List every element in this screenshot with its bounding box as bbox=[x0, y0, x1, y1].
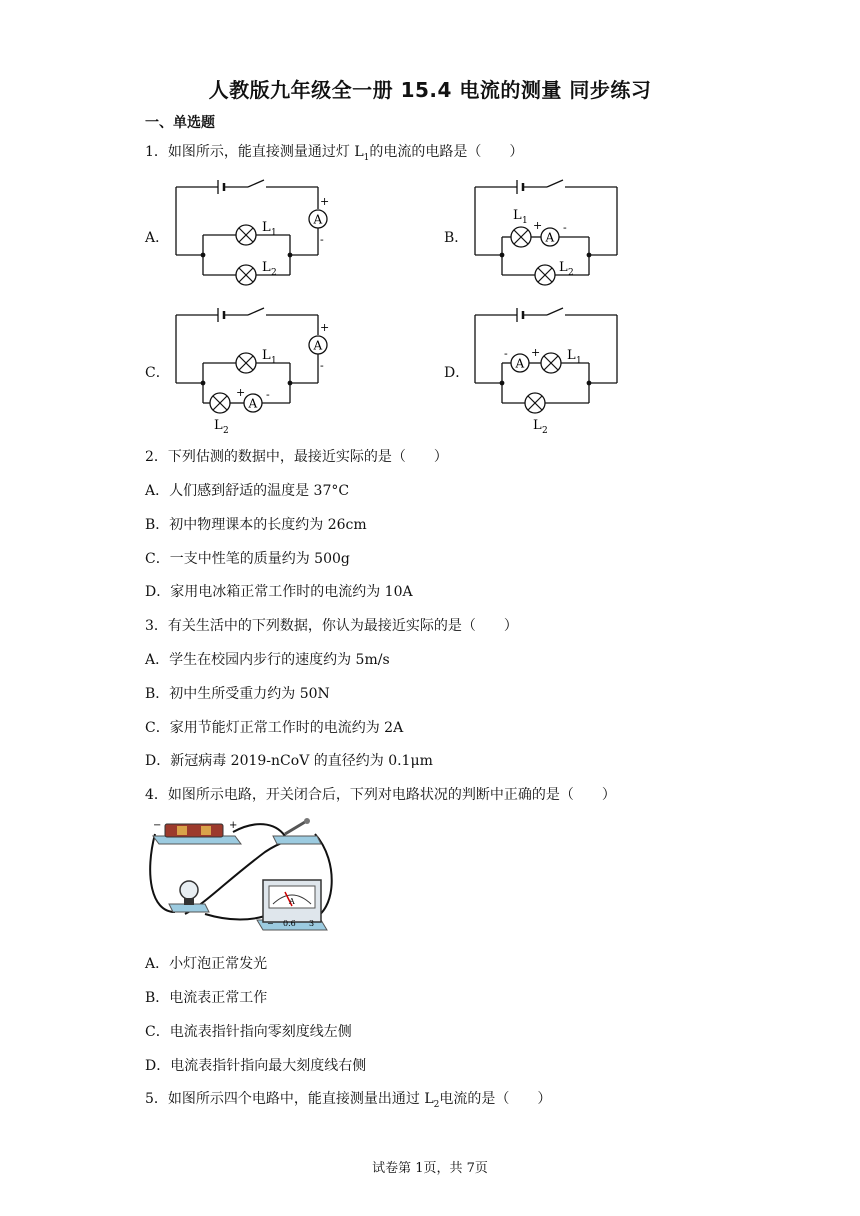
question-5-text-b: 电流的是（ ） bbox=[439, 1091, 552, 1107]
q3-option-d: D．新冠病毒 2019-nCoV 的直径约为 0.1μm bbox=[145, 753, 433, 769]
lamp-label: L bbox=[262, 220, 271, 235]
lamp-label: L bbox=[262, 260, 271, 275]
q1-option-c-label: C． bbox=[145, 365, 170, 381]
page-footer: 试卷第 1页，共 7页 bbox=[372, 1161, 488, 1176]
ammeter-minus-label: - bbox=[266, 388, 270, 401]
ammeter-terminal-3: 3 bbox=[309, 919, 315, 928]
lamp-label: L bbox=[567, 348, 576, 363]
ammeter-minus-label: - bbox=[320, 233, 324, 246]
ammeter-minus-label: - bbox=[320, 359, 324, 372]
physical-circuit-figure bbox=[145, 812, 345, 940]
switch-lever bbox=[248, 180, 264, 187]
ammeter-terminal-06: 0.6 bbox=[283, 919, 296, 928]
switch-lever bbox=[547, 180, 563, 187]
q2-option-a: A．人们感到舒适的温度是 37°C bbox=[145, 483, 350, 499]
lamp-label: L bbox=[262, 348, 271, 363]
ammeter-face-label: A bbox=[289, 897, 295, 906]
lamp-label-subscript: 1 bbox=[271, 228, 277, 238]
ammeter-plus-label: + bbox=[320, 321, 330, 334]
q4-option-a: A．小灯泡正常发光 bbox=[145, 956, 268, 972]
q1-option-b-label: B． bbox=[444, 230, 469, 246]
ammeter-plus-label: + bbox=[531, 346, 541, 359]
page-title: 人教版九年级全一册 15.4 电流的测量 同步练习 bbox=[208, 78, 652, 102]
q2-option-b: B．初中物理课本的长度约为 26cm bbox=[145, 517, 367, 533]
question-5-subscript: 2 bbox=[433, 1099, 440, 1110]
q1-option-a-label: A． bbox=[145, 230, 170, 246]
ammeter-plus-label: + bbox=[236, 386, 246, 399]
ammeter-label: A bbox=[313, 212, 323, 227]
question-5-text-a: 5．如图所示四个电路中，能直接测量出通过 L bbox=[145, 1091, 434, 1107]
question-2-stem: 2．下列估测的数据中，最接近实际的是（ ） bbox=[145, 449, 448, 465]
lamp-label-subscript: 2 bbox=[568, 268, 574, 278]
q2-option-d: D．家用电冰箱正常工作时的电流约为 10A bbox=[145, 584, 413, 600]
lamp-label-subscript: 2 bbox=[271, 268, 277, 278]
circuit-diagram-b bbox=[467, 175, 637, 295]
q3-option-b: B．初中生所受重力约为 50N bbox=[145, 686, 330, 702]
circuit-diagram-d bbox=[467, 303, 637, 438]
ammeter-label: A bbox=[545, 230, 555, 245]
lamp-label-subscript: 2 bbox=[223, 426, 229, 436]
ammeter-minus-label: - bbox=[563, 221, 567, 234]
q2-option-c: C．一支中性笔的质量约为 500g bbox=[145, 551, 350, 567]
ammeter-label: A bbox=[515, 356, 525, 371]
switch-lever bbox=[547, 308, 563, 315]
question-5-stem bbox=[145, 1088, 551, 1110]
circuit-diagram-a bbox=[168, 175, 338, 295]
q1-option-d-label: D． bbox=[444, 365, 470, 381]
ammeter-label: A bbox=[313, 338, 323, 353]
question-4-stem: 4．如图所示电路，开关闭合后，下列对电路状况的判断中正确的是（ ） bbox=[145, 787, 616, 803]
lamp-label-subscript: 1 bbox=[522, 216, 528, 226]
question-1-subscript: 1 bbox=[363, 152, 370, 163]
q4-option-c: C．电流表指针指向零刻度线左侧 bbox=[145, 1024, 352, 1040]
question-1-text-a: 1．如图所示，能直接测量通过灯 L bbox=[145, 144, 364, 160]
question-1-stem bbox=[145, 141, 523, 163]
q4-option-d: D．电流表指针指向最大刻度线右侧 bbox=[145, 1058, 367, 1074]
lamp-label: L bbox=[214, 418, 223, 433]
ammeter-label: A bbox=[248, 396, 258, 411]
lamp-label-subscript: 2 bbox=[542, 426, 548, 436]
q3-option-c: C．家用节能灯正常工作时的电流约为 2A bbox=[145, 720, 404, 736]
lamp-label: L bbox=[533, 418, 542, 433]
battery-plus-label: + bbox=[229, 820, 238, 831]
battery-minus-label: − bbox=[153, 820, 162, 831]
ammeter-minus-label: - bbox=[504, 347, 508, 360]
lamp-label: L bbox=[559, 260, 568, 275]
circuit-diagram-c bbox=[168, 303, 338, 438]
lamp-label: L bbox=[513, 208, 522, 223]
lamp-label-subscript: 1 bbox=[576, 356, 582, 366]
switch-lever bbox=[248, 308, 264, 315]
q4-option-b: B．电流表正常工作 bbox=[145, 990, 268, 1006]
question-1-text-b: 的电流的电路是（ ） bbox=[369, 144, 524, 160]
ammeter-plus-label: + bbox=[533, 219, 543, 232]
question-3-stem: 3．有关生活中的下列数据，你认为最接近实际的是（ ） bbox=[145, 618, 518, 634]
q3-option-a: A．学生在校园内步行的速度约为 5m/s bbox=[145, 652, 390, 668]
lamp-label-subscript: 1 bbox=[271, 356, 277, 366]
ammeter-terminal-minus: − bbox=[267, 919, 274, 928]
ammeter-plus-label: + bbox=[320, 195, 330, 208]
section-heading: 一、单选题 bbox=[145, 115, 215, 131]
